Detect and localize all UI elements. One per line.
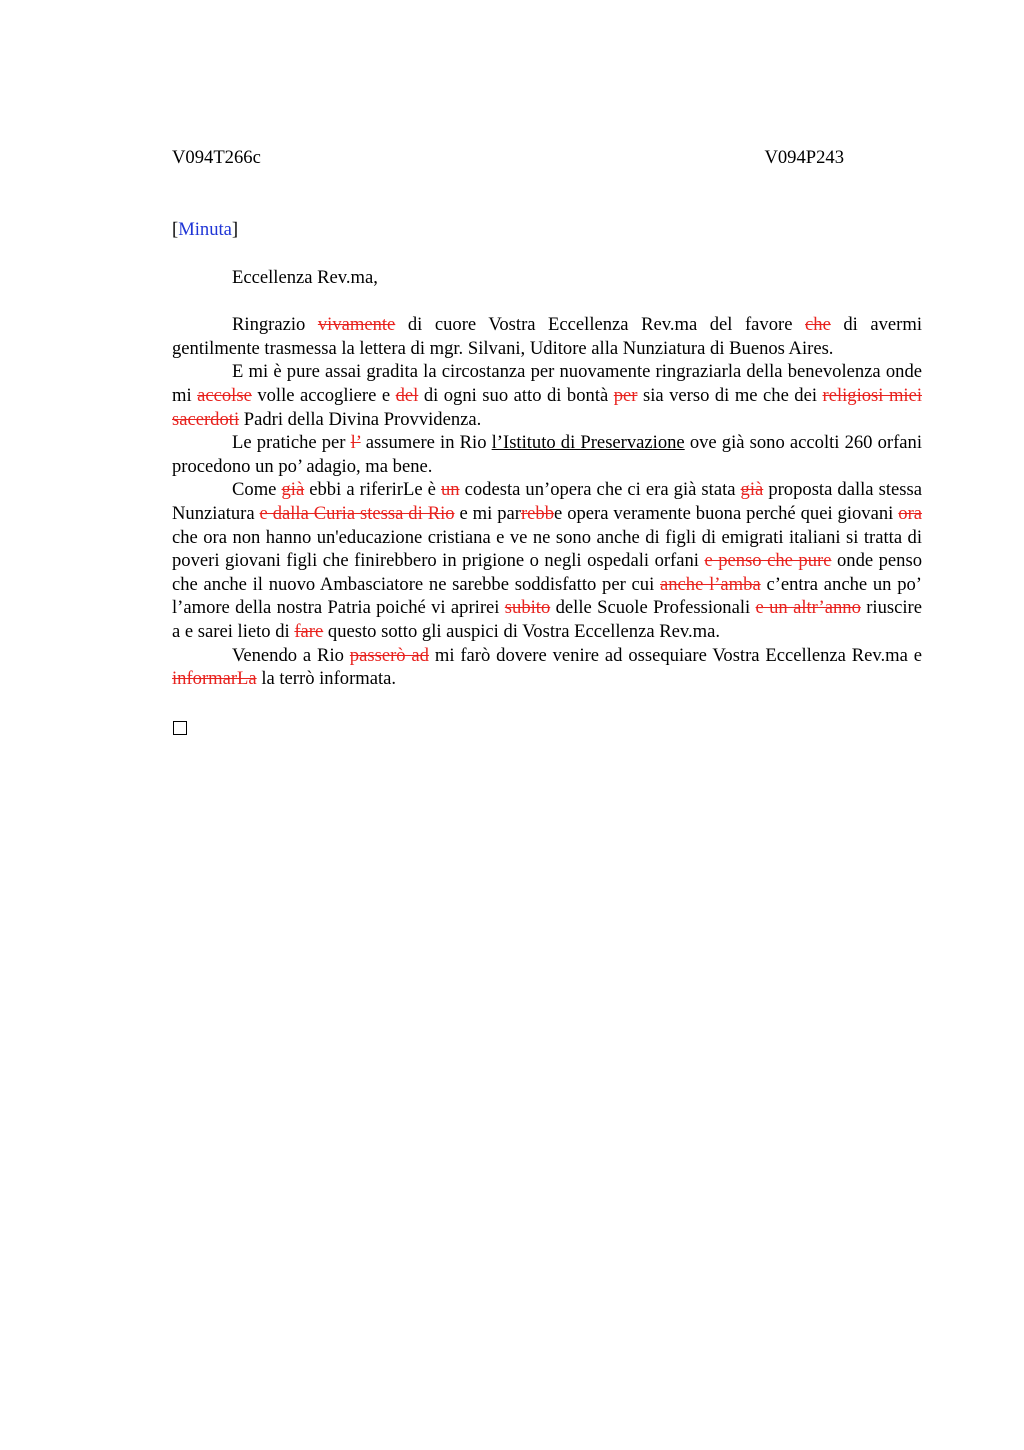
deleted-text: e un altr’anno xyxy=(755,597,861,619)
deleted-text: accolse xyxy=(197,384,252,406)
deleted-text: rebb xyxy=(520,502,555,524)
text-segment: c’entra anche un po’ l’amore della nostra Patria poiché vi aprirei xyxy=(172,573,922,619)
text-segment: la terrò informata. xyxy=(256,668,397,690)
paragraph xyxy=(172,644,922,691)
underlined-text: l’Istituto di Preservazione xyxy=(491,432,685,454)
text-segment: ove già sono accolti 260 orfani procedono un po’ adagio, ma bene. xyxy=(172,432,922,477)
deleted-text: del xyxy=(395,384,419,406)
minuta-bracket-close: ] xyxy=(231,219,239,240)
deleted-text: un xyxy=(440,479,460,501)
deleted-text: già xyxy=(740,479,764,501)
text-segment: questo sotto gli auspici di Vostra Eccellenza Rev.ma. xyxy=(323,620,721,642)
salutation: Eccellenza Rev.ma, xyxy=(232,266,378,288)
deleted-text: ora xyxy=(898,502,923,524)
text-segment: onde penso che anche il nuovo Ambasciatore ne sarebbe soddisfatto per cui xyxy=(172,550,922,595)
text-segment: E mi è pure assai gradita la circostanza per nuovamente ringraziarla della benevolenza onde mi xyxy=(172,361,922,406)
deleted-text: già xyxy=(281,479,305,501)
text-segment: e opera veramente buona perché quei giovani xyxy=(554,502,899,524)
paragraph xyxy=(172,478,922,643)
text-segment: codesta un’opera che ci era già stata xyxy=(459,479,741,501)
deleted-text: che xyxy=(805,314,831,336)
text-segment: assumere in Rio xyxy=(360,432,492,454)
text-segment: Padri della Divina Provvidenza. xyxy=(239,408,482,430)
text-segment: proposta dalla stessa Nunziatura xyxy=(172,479,922,524)
deleted-text: l’ xyxy=(350,432,361,454)
text-segment: delle Scuole Professionali xyxy=(550,597,756,619)
deleted-text: e dalla Curia stessa di Rio xyxy=(259,502,455,524)
document-page xyxy=(172,146,922,741)
deleted-text: fare xyxy=(294,620,324,642)
empty-square-icon xyxy=(173,721,187,735)
text-segment: mi farò dovere venire ad ossequiare Vostra Eccellenza Rev.ma e xyxy=(428,644,923,666)
paragraph xyxy=(172,360,922,431)
deleted-text: passerò ad xyxy=(349,644,429,666)
text-segment: Come xyxy=(232,479,282,501)
minuta-label xyxy=(172,218,922,242)
document-id: V094T266c xyxy=(172,147,261,168)
letter-body xyxy=(172,313,922,691)
deleted-text: vivamente xyxy=(317,314,396,336)
deleted-text: per xyxy=(613,384,638,406)
text-segment: di avermi gentilmente trasmessa la lettera di mgr. Silvani, Uditore alla Nunziatura di Buenos Aires. xyxy=(172,314,922,359)
text-segment: volle accogliere e xyxy=(251,384,396,406)
minuta-text: Minuta xyxy=(178,219,232,240)
text-segment: Ringrazio xyxy=(232,314,318,336)
deleted-text: informarLa xyxy=(172,668,257,690)
text-segment: che ora non hanno un'educazione cristiana e ve ne sono anche di figli di emigrati italiani si tratta di poveri giovani figli che finirebbero in prigione o negli ospedali orfani xyxy=(172,526,922,572)
paragraph xyxy=(172,431,922,478)
text-segment: di ogni suo atto di bontà xyxy=(418,384,614,406)
text-segment: ebbi a riferirLe è xyxy=(304,479,441,501)
text-segment: Venendo a Rio xyxy=(232,644,350,666)
page-header xyxy=(172,146,922,170)
deleted-text: e penso che pure xyxy=(704,550,832,572)
text-segment: sia verso di me che dei xyxy=(637,384,823,406)
deleted-text: religiosi miei sacerdoti xyxy=(172,384,922,430)
paragraph xyxy=(172,313,922,360)
minuta-bracket-open: [ xyxy=(172,219,179,240)
deleted-text: anche l’amba xyxy=(659,573,761,595)
page-id: V094P243 xyxy=(764,147,844,168)
text-segment: Le pratiche per xyxy=(232,432,351,454)
deleted-text: subito xyxy=(504,597,551,619)
text-segment: riuscire a e sarei lieto di xyxy=(172,597,922,642)
text-segment: di cuore Vostra Eccellenza Rev.ma del favore xyxy=(395,314,806,336)
text-segment: e mi par xyxy=(454,502,521,524)
